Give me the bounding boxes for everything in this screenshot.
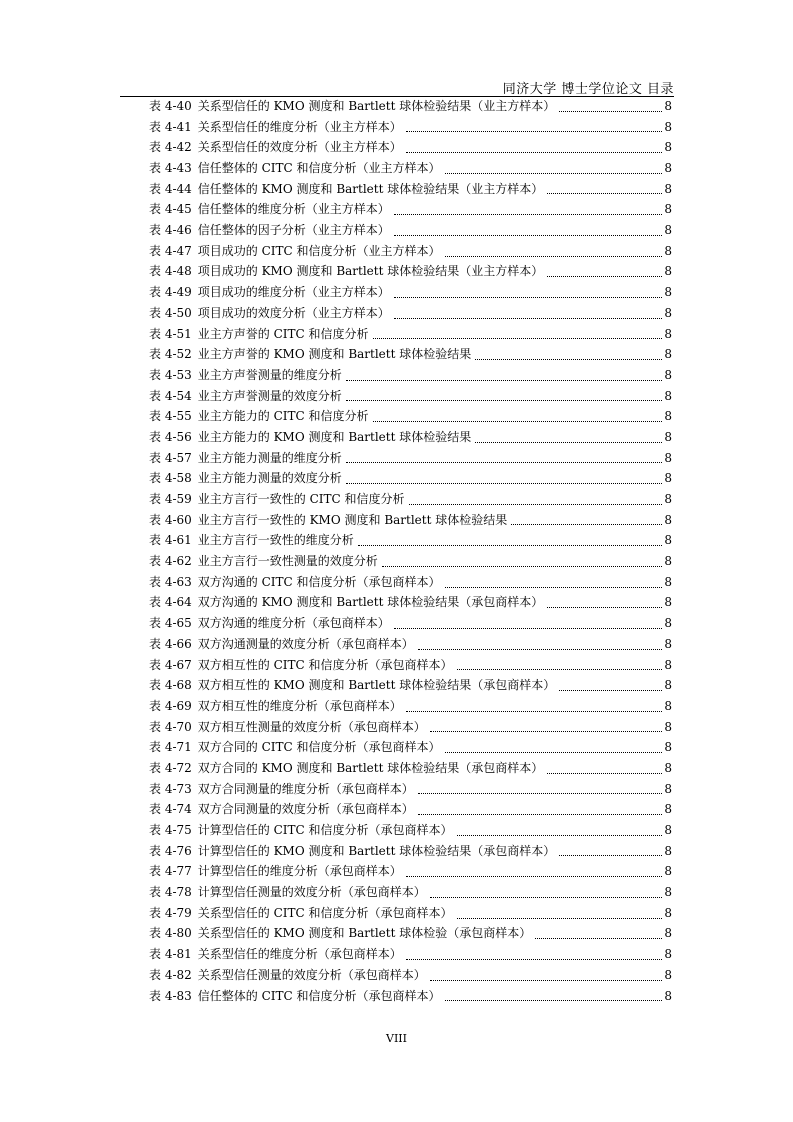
toc-entry-number: 表 4-64	[149, 595, 192, 610]
toc-entry-title: 项目成功的效度分析（业主方样本）	[197, 305, 390, 320]
toc-entry-title: 双方相互性的 CITC 和信度分析（承包商样本）	[197, 657, 453, 672]
toc-entry-title: 业主方能力测量的维度分析	[197, 450, 342, 465]
toc-entry[interactable]	[149, 324, 672, 345]
toc-entry-title: 业主方声誉的 CITC 和信度分析	[197, 326, 369, 341]
toc-entry[interactable]	[149, 717, 672, 738]
toc-dot-leader	[430, 897, 663, 898]
toc-entry-number: 表 4-80	[149, 926, 192, 941]
table-of-contents	[149, 96, 672, 1006]
toc-dot-leader	[547, 773, 662, 774]
toc-entry-title: 信任整体的维度分析（业主方样本）	[197, 202, 390, 217]
toc-dot-leader	[559, 690, 662, 691]
toc-entry[interactable]	[149, 613, 672, 634]
toc-entry-page: 8	[664, 926, 672, 941]
toc-dot-leader	[346, 380, 663, 381]
toc-entry[interactable]	[149, 489, 672, 510]
toc-dot-leader	[559, 111, 662, 112]
toc-entry-title: 关系型信任的效度分析（业主方样本）	[197, 140, 402, 155]
toc-entry-page: 8	[664, 223, 672, 238]
toc-entry-title: 信任整体的 KMO 测度和 Bartlett 球体检验结果（业主方样本）	[197, 181, 544, 196]
toc-dot-leader	[430, 731, 663, 732]
toc-entry-title: 双方相互性的维度分析（承包商样本）	[197, 698, 402, 713]
toc-entry[interactable]	[149, 96, 672, 117]
toc-entry-page: 8	[664, 450, 672, 465]
toc-dot-leader	[394, 235, 663, 236]
toc-entry-page: 8	[664, 802, 672, 817]
toc-dot-leader	[394, 628, 663, 629]
toc-dot-leader	[418, 814, 663, 815]
toc-entry-page: 8	[664, 388, 672, 403]
toc-entry[interactable]	[149, 924, 672, 945]
toc-entry-number: 表 4-77	[149, 864, 192, 879]
toc-dot-leader	[418, 793, 663, 794]
toc-entry-number: 表 4-74	[149, 802, 192, 817]
toc-entry[interactable]	[149, 861, 672, 882]
toc-entry-page: 8	[664, 554, 672, 569]
toc-entry-number: 表 4-58	[149, 471, 192, 486]
toc-entry-title: 关系型信任测量的效度分析（承包商样本）	[197, 967, 426, 982]
toc-dot-leader	[418, 649, 663, 650]
toc-dot-leader	[406, 876, 663, 877]
toc-entry-page: 8	[664, 512, 672, 527]
toc-entry-title: 关系型信任的 CITC 和信度分析（承包商样本）	[197, 905, 453, 920]
toc-entry-page: 8	[664, 595, 672, 610]
toc-entry-number: 表 4-57	[149, 450, 192, 465]
toc-dot-leader	[406, 711, 663, 712]
toc-entry[interactable]	[149, 158, 672, 179]
page-number: VIII	[386, 1032, 407, 1045]
toc-entry[interactable]	[149, 903, 672, 924]
toc-entry-number: 表 4-51	[149, 326, 192, 341]
toc-entry-number: 表 4-47	[149, 243, 192, 258]
toc-entry-title: 双方沟通的 KMO 测度和 Bartlett 球体检验结果（承包商样本）	[197, 595, 544, 610]
toc-entry[interactable]	[149, 220, 672, 241]
toc-entry-title: 双方合同测量的维度分析（承包商样本）	[197, 781, 414, 796]
toc-entry[interactable]	[149, 427, 672, 448]
toc-dot-leader	[346, 483, 663, 484]
toc-entry-title: 业主方声誉的 KMO 测度和 Bartlett 球体检验结果	[197, 347, 472, 362]
toc-entry-title: 业主方声誉测量的维度分析	[197, 367, 342, 382]
toc-entry-page: 8	[664, 678, 672, 693]
toc-dot-leader	[394, 297, 663, 298]
toc-entry-title: 计算型信任的 KMO 测度和 Bartlett 球体检验结果（承包商样本）	[197, 843, 556, 858]
toc-entry[interactable]	[149, 303, 672, 324]
toc-entry-page: 8	[664, 98, 672, 113]
toc-dot-leader	[373, 338, 663, 339]
toc-dot-leader	[394, 318, 663, 319]
toc-entry-title: 双方合同的 CITC 和信度分析（承包商样本）	[197, 740, 441, 755]
toc-entry-page: 8	[664, 947, 672, 962]
toc-entry[interactable]	[149, 758, 672, 779]
toc-entry-title: 项目成功的维度分析（业主方样本）	[197, 285, 390, 300]
toc-entry-number: 表 4-59	[149, 492, 192, 507]
toc-entry-page: 8	[664, 823, 672, 838]
toc-entry-page: 8	[664, 119, 672, 134]
toc-entry-number: 表 4-82	[149, 967, 192, 982]
toc-entry-page: 8	[664, 492, 672, 507]
toc-dot-leader	[430, 980, 663, 981]
toc-entry-number: 表 4-44	[149, 181, 192, 196]
toc-entry[interactable]	[149, 675, 672, 696]
toc-entry-title: 业主方言行一致性的维度分析	[197, 533, 354, 548]
toc-entry[interactable]	[149, 841, 672, 862]
toc-entry[interactable]	[149, 179, 672, 200]
toc-entry-number: 表 4-42	[149, 140, 192, 155]
toc-entry-page: 8	[664, 740, 672, 755]
toc-entry-title: 业主方能力的 CITC 和信度分析	[197, 409, 369, 424]
toc-entry-title: 双方合同的 KMO 测度和 Bartlett 球体检验结果（承包商样本）	[197, 760, 544, 775]
toc-dot-leader	[511, 524, 662, 525]
toc-entry-title: 信任整体的 CITC 和信度分析（承包商样本）	[197, 988, 441, 1003]
page-header	[120, 76, 674, 97]
toc-entry[interactable]	[149, 655, 672, 676]
toc-entry-number: 表 4-69	[149, 698, 192, 713]
toc-entry-page: 8	[664, 140, 672, 155]
toc-entry-number: 表 4-48	[149, 264, 192, 279]
toc-entry-number: 表 4-45	[149, 202, 192, 217]
toc-dot-leader	[547, 607, 662, 608]
toc-entry[interactable]	[149, 241, 672, 262]
toc-entry-number: 表 4-53	[149, 367, 192, 382]
toc-entry-title: 双方合同测量的效度分析（承包商样本）	[197, 802, 414, 817]
toc-dot-leader	[409, 504, 663, 505]
toc-entry[interactable]	[149, 779, 672, 800]
toc-dot-leader	[445, 173, 663, 174]
toc-entry[interactable]	[149, 572, 672, 593]
toc-entry-title: 信任整体的因子分析（业主方样本）	[197, 223, 390, 238]
toc-dot-leader	[445, 752, 663, 753]
toc-dot-leader	[445, 587, 663, 588]
toc-entry-title: 业主方能力测量的效度分析	[197, 471, 342, 486]
toc-entry-page: 8	[664, 885, 672, 900]
toc-entry-title: 关系型信任的 KMO 测度和 Bartlett 球体检验结果（业主方样本）	[197, 98, 556, 113]
toc-dot-leader	[547, 193, 662, 194]
toc-entry-number: 表 4-61	[149, 533, 192, 548]
toc-entry-title: 计算型信任的维度分析（承包商样本）	[197, 864, 402, 879]
toc-entry-page: 8	[664, 905, 672, 920]
toc-entry[interactable]	[149, 530, 672, 551]
toc-entry-number: 表 4-54	[149, 388, 192, 403]
toc-entry-number: 表 4-67	[149, 657, 192, 672]
toc-entry[interactable]	[149, 468, 672, 489]
toc-entry-title: 业主方言行一致性测量的效度分析	[197, 554, 378, 569]
toc-entry-number: 表 4-71	[149, 740, 192, 755]
toc-entry-page: 8	[664, 264, 672, 279]
toc-entry-title: 计算型信任测量的效度分析（承包商样本）	[197, 885, 426, 900]
toc-entry[interactable]	[149, 344, 672, 365]
toc-dot-leader	[547, 276, 662, 277]
toc-entry-number: 表 4-49	[149, 285, 192, 300]
toc-entry[interactable]	[149, 634, 672, 655]
toc-entry[interactable]	[149, 696, 672, 717]
toc-entry-number: 表 4-73	[149, 781, 192, 796]
toc-entry-page: 8	[664, 781, 672, 796]
toc-entry-title: 业主方声誉测量的效度分析	[197, 388, 342, 403]
toc-entry-page: 8	[664, 471, 672, 486]
toc-entry-title: 双方相互性的 KMO 测度和 Bartlett 球体检验结果（承包商样本）	[197, 678, 556, 693]
toc-entry-title: 项目成功的 CITC 和信度分析（业主方样本）	[197, 243, 441, 258]
toc-entry[interactable]	[149, 282, 672, 303]
toc-entry[interactable]	[149, 944, 672, 965]
toc-entry-page: 8	[664, 864, 672, 879]
toc-entry[interactable]	[149, 262, 672, 283]
toc-entry-number: 表 4-65	[149, 616, 192, 631]
toc-entry[interactable]	[149, 510, 672, 531]
toc-entry[interactable]	[149, 737, 672, 758]
toc-entry-number: 表 4-60	[149, 512, 192, 527]
toc-entry-number: 表 4-50	[149, 305, 192, 320]
toc-entry-number: 表 4-46	[149, 223, 192, 238]
toc-dot-leader	[406, 152, 663, 153]
toc-dot-leader	[382, 566, 663, 567]
toc-entry[interactable]	[149, 199, 672, 220]
toc-entry-number: 表 4-41	[149, 119, 192, 134]
toc-entry-title: 关系型信任的维度分析（业主方样本）	[197, 119, 402, 134]
toc-entry-title: 业主方能力的 KMO 测度和 Bartlett 球体检验结果	[197, 429, 472, 444]
toc-entry-page: 8	[664, 760, 672, 775]
toc-entry-number: 表 4-78	[149, 885, 192, 900]
toc-entry-number: 表 4-79	[149, 905, 192, 920]
toc-entry-page: 8	[664, 429, 672, 444]
toc-entry[interactable]	[149, 551, 672, 572]
toc-entry-page: 8	[664, 347, 672, 362]
toc-entry-title: 双方沟通测量的效度分析（承包商样本）	[197, 636, 414, 651]
toc-dot-leader	[457, 918, 663, 919]
toc-entry-title: 业主方言行一致性的 CITC 和信度分析	[197, 492, 405, 507]
toc-entry-page: 8	[664, 285, 672, 300]
toc-entry-title: 双方相互性测量的效度分析（承包商样本）	[197, 719, 426, 734]
toc-entry-number: 表 4-68	[149, 678, 192, 693]
toc-dot-leader	[445, 256, 663, 257]
toc-entry-page: 8	[664, 574, 672, 589]
toc-entry-title: 关系型信任的 KMO 测度和 Bartlett 球体检验（承包商样本）	[197, 926, 532, 941]
toc-entry[interactable]	[149, 365, 672, 386]
toc-entry[interactable]	[149, 799, 672, 820]
toc-entry[interactable]	[149, 965, 672, 986]
toc-entry[interactable]	[149, 386, 672, 407]
toc-entry-title: 信任整体的 CITC 和信度分析（业主方样本）	[197, 161, 441, 176]
toc-entry-page: 8	[664, 616, 672, 631]
toc-entry-title: 双方沟通的维度分析（承包商样本）	[197, 616, 390, 631]
toc-entry-number: 表 4-43	[149, 161, 192, 176]
toc-entry[interactable]	[149, 406, 672, 427]
toc-entry[interactable]	[149, 593, 672, 614]
toc-entry-page: 8	[664, 326, 672, 341]
toc-dot-leader	[346, 400, 663, 401]
toc-dot-leader	[535, 938, 662, 939]
toc-entry-number: 表 4-76	[149, 843, 192, 858]
toc-dot-leader	[475, 359, 662, 360]
toc-dot-leader	[346, 462, 663, 463]
toc-dot-leader	[406, 131, 663, 132]
toc-entry-number: 表 4-55	[149, 409, 192, 424]
toc-dot-leader	[394, 214, 663, 215]
toc-entry-title: 双方沟通的 CITC 和信度分析（承包商样本）	[197, 574, 441, 589]
toc-entry-page: 8	[664, 305, 672, 320]
toc-dot-leader	[406, 959, 663, 960]
toc-entry-page: 8	[664, 698, 672, 713]
toc-entry-page: 8	[664, 657, 672, 672]
toc-entry-number: 表 4-62	[149, 554, 192, 569]
toc-entry[interactable]	[149, 137, 672, 158]
toc-entry-page: 8	[664, 409, 672, 424]
toc-entry[interactable]	[149, 820, 672, 841]
toc-entry-page: 8	[664, 533, 672, 548]
toc-entry-title: 业主方言行一致性的 KMO 测度和 Bartlett 球体检验结果	[197, 512, 508, 527]
toc-entry-page: 8	[664, 967, 672, 982]
toc-entry[interactable]	[149, 117, 672, 138]
toc-dot-leader	[445, 1000, 663, 1001]
toc-entry-page: 8	[664, 181, 672, 196]
toc-dot-leader	[457, 669, 663, 670]
toc-entry-page: 8	[664, 988, 672, 1003]
toc-entry-page: 8	[664, 202, 672, 217]
toc-entry-page: 8	[664, 243, 672, 258]
toc-entry-number: 表 4-63	[149, 574, 192, 589]
toc-entry-page: 8	[664, 636, 672, 651]
toc-entry-number: 表 4-40	[149, 98, 192, 113]
toc-dot-leader	[475, 442, 662, 443]
toc-entry-page: 8	[664, 719, 672, 734]
toc-entry-number: 表 4-83	[149, 988, 192, 1003]
header-title: 同济大学 博士学位论文 目录	[502, 82, 674, 97]
toc-entry-number: 表 4-81	[149, 947, 192, 962]
toc-entry-number: 表 4-56	[149, 429, 192, 444]
toc-entry[interactable]	[149, 448, 672, 469]
toc-entry-page: 8	[664, 843, 672, 858]
toc-dot-leader	[358, 545, 663, 546]
toc-entry-title: 项目成功的 KMO 测度和 Bartlett 球体检验结果（业主方样本）	[197, 264, 544, 279]
toc-entry-title: 计算型信任的 CITC 和信度分析（承包商样本）	[197, 823, 453, 838]
toc-entry-page: 8	[664, 161, 672, 176]
toc-entry-number: 表 4-75	[149, 823, 192, 838]
toc-entry-number: 表 4-52	[149, 347, 192, 362]
toc-entry-number: 表 4-72	[149, 760, 192, 775]
toc-entry-title: 关系型信任的维度分析（承包商样本）	[197, 947, 402, 962]
toc-dot-leader	[457, 835, 663, 836]
toc-entry-page: 8	[664, 367, 672, 382]
toc-entry-number: 表 4-66	[149, 636, 192, 651]
toc-dot-leader	[373, 421, 663, 422]
toc-entry[interactable]	[149, 986, 672, 1007]
toc-dot-leader	[559, 855, 662, 856]
toc-entry[interactable]	[149, 882, 672, 903]
toc-entry-number: 表 4-70	[149, 719, 192, 734]
